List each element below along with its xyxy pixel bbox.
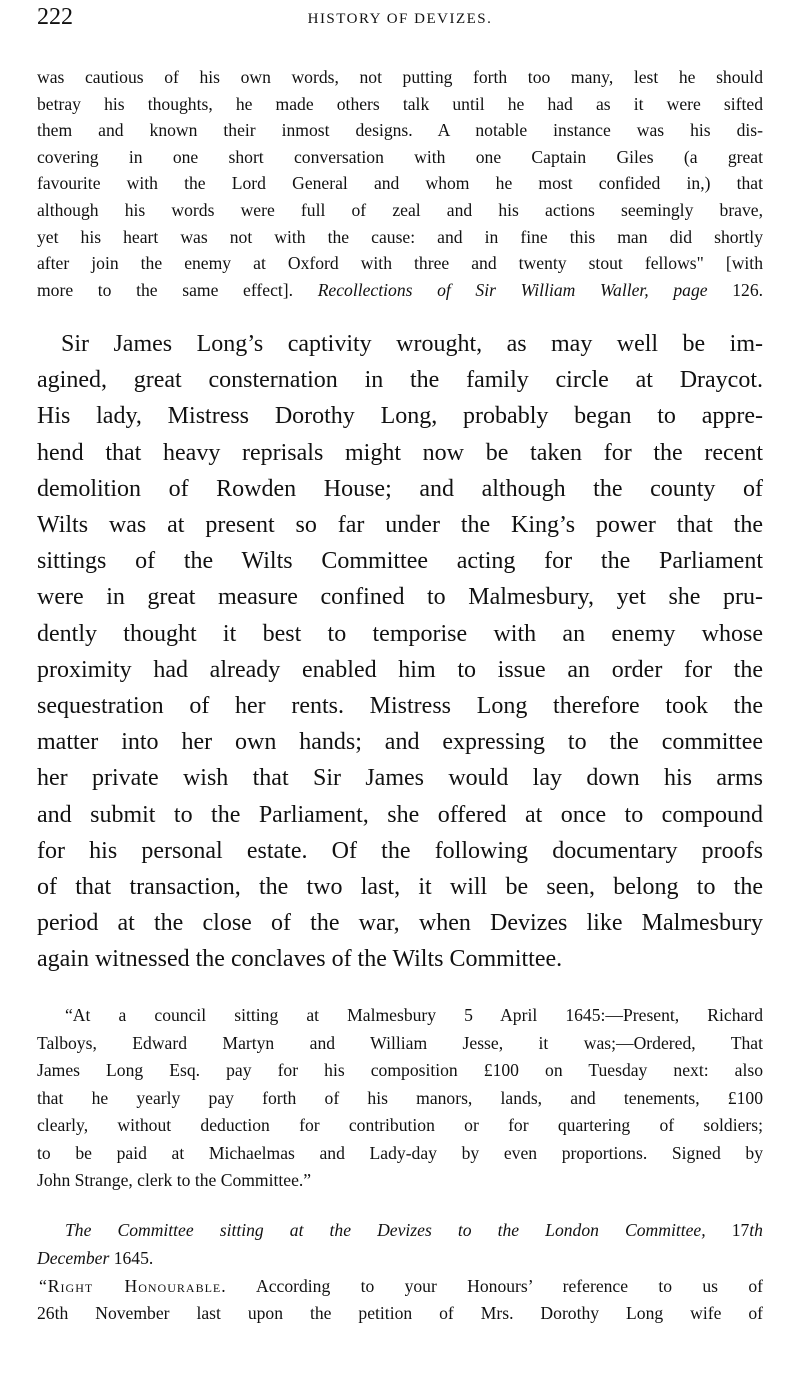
- text-line: her private wish that Sir James would lay down his arms: [37, 765, 763, 792]
- text-line: and submit to the Parliament, she offered at once to compound: [37, 801, 763, 828]
- text-line: Sir James Long’s captivity wrought, as may well be im-: [61, 331, 763, 357]
- letter-heading-year: 1645.: [113, 1247, 154, 1268]
- text-line: that he yearly pay forth of his manors, lands, and tenements, £100: [37, 1087, 763, 1108]
- page-number: 222: [37, 4, 73, 30]
- text-line: favourite with the Lord General and whom he most confided in,) that: [37, 173, 763, 194]
- text-line: His lady, Mistress Dorothy Long, probably began to appre-: [37, 403, 763, 430]
- text-line: them and known their inmost designs. A notable instance was his dis-: [37, 120, 763, 141]
- running-head: HISTORY OF DEVIZES.: [307, 11, 493, 27]
- text-line: Talboys, Edward Martyn and William Jesse, it was;—Ordered, That: [37, 1032, 763, 1053]
- text-line: proximity had already enabled him to issue an order for the: [37, 656, 763, 683]
- letter-heading-date-day: 17th: [731, 1220, 763, 1240]
- text-line: Wilts was at present so far under the King’s power that the: [37, 512, 763, 539]
- quoted-passage-waller: [37, 64, 763, 303]
- text-line: again witnessed the conclaves of the Wilts Committee.: [37, 946, 563, 973]
- text-line: period at the close of the war, when Devizes like Malmesbury: [37, 910, 763, 937]
- text-line: “At a council sitting at Malmesbury 5 April 1645:—Present, Richard: [65, 1005, 763, 1025]
- text-line: sittings of the Wilts Committee acting for the Parliament: [37, 548, 763, 575]
- main-paragraph: [37, 326, 763, 978]
- text-line: John Strange, clerk to the Committee.”: [37, 1170, 312, 1190]
- text-line: although his words were full of zeal and his actions seemingly brave,: [37, 199, 763, 220]
- text-line: yet his heart was not with the cause: and in fine this man did shortly: [37, 226, 763, 247]
- text-line: dently thought it best to temporise with an enemy whose: [37, 620, 763, 647]
- citation-line: [37, 277, 763, 304]
- text-line: was cautious of his own words, not putting forth too many, lest he should: [37, 67, 763, 87]
- letter-heading-title: The Committee sitting at the Devizes to the London Committee,: [65, 1220, 706, 1240]
- text-fragment: According to your Honours’ reference to us of: [256, 1276, 764, 1296]
- text-line: after join the enemy at Oxford with three and twenty stout fellows" [with: [37, 253, 763, 274]
- citation-page: 126.: [732, 279, 764, 300]
- letter-heading-line-2: [37, 1245, 763, 1273]
- text-line: demolition of Rowden House; and although the county of: [37, 475, 763, 502]
- text-line: clearly, without deduction for contribution or for quartering of soldiers;: [37, 1115, 763, 1135]
- text-line: to be paid at Michaelmas and Lady-day by even proportions. Signed by: [37, 1142, 763, 1163]
- text-line: for his personal estate. Of the following documentary proofs: [37, 837, 763, 864]
- letter-heading-line-1: [37, 1217, 763, 1245]
- text-line: covering in one short conversation with one Captain Giles (a great: [37, 146, 763, 167]
- text-line: James Long Esq. pay for his composition £100 on Tuesday next: also: [37, 1060, 763, 1080]
- letter-heading: [37, 1217, 763, 1272]
- citation-title: Recollections of Sir William Waller, page: [317, 279, 708, 300]
- letter-salutation: “Right Honourable.: [39, 1276, 227, 1296]
- page-header: [37, 0, 763, 40]
- text-line: matter into her own hands; and expressing to the committee: [37, 729, 763, 756]
- letter-text: [37, 1273, 763, 1327]
- text-line: hend that heavy reprisals might now be taken for the recent: [37, 439, 763, 466]
- text-line: betray his thoughts, he made others talk until he had as it were sifted: [37, 93, 763, 114]
- text-fragment: more to the same effect].: [37, 279, 294, 300]
- text-line: were in great measure confined to Malmesbury, yet she pru-: [37, 584, 763, 611]
- text-line: agined, great consternation in the family circle at Draycot.: [37, 367, 763, 394]
- text-line: sequestration of her rents. Mistress Long therefore took the: [37, 693, 763, 720]
- text-line: of that transaction, the two last, it will be seen, belong to the: [37, 874, 763, 901]
- text-line: 26th November last upon the petition of Mrs. Dorothy Long wife of: [37, 1303, 763, 1323]
- letter-line-1: [37, 1273, 763, 1300]
- book-page: [37, 0, 764, 1323]
- letter-heading-month: December: [37, 1247, 110, 1268]
- quoted-council-order: [37, 1002, 763, 1195]
